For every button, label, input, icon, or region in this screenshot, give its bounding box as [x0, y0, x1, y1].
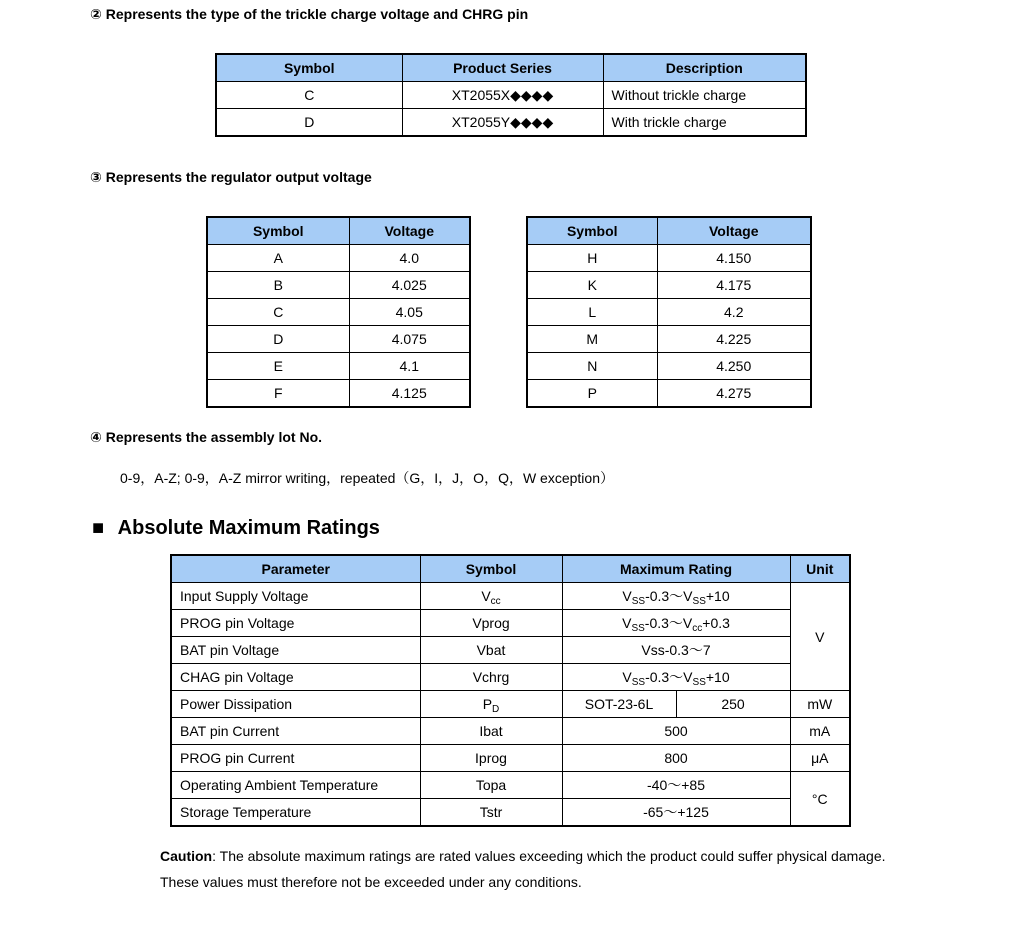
column-header: Voltage [657, 217, 811, 245]
symbol-cell: Vprog [420, 610, 562, 637]
table-row [216, 82, 806, 109]
square-bullet-icon: ■ [92, 517, 105, 539]
voltage-table-left [206, 216, 471, 408]
package-cell: SOT-23-6L [562, 691, 676, 718]
caution-note [160, 843, 1000, 895]
unit-cell-temperature: °C [790, 772, 850, 827]
table-row [207, 299, 470, 326]
table-row [171, 664, 850, 691]
cell: 4.125 [349, 380, 470, 408]
table-row [171, 745, 850, 772]
section2-heading: ② Represents the type of the trickle charge voltage and CHRG pin [90, 6, 529, 22]
cell: XT2055X◆◆◆◆ [402, 82, 603, 109]
parameter-cell: Input Supply Voltage [171, 583, 420, 610]
parameter-cell: Power Dissipation [171, 691, 420, 718]
table-row [207, 326, 470, 353]
symbol-cell: Topa [420, 772, 562, 799]
parameter-cell: PROG pin Voltage [171, 610, 420, 637]
caution-label: Caution [160, 848, 213, 864]
table-row [171, 691, 850, 718]
symbol-cell: $P_D$ [420, 691, 562, 718]
parameter-cell: Storage Temperature [171, 799, 420, 827]
rating-cell: 250 [676, 691, 790, 718]
column-header: Symbol [216, 54, 402, 82]
rating-cell: -65～+125 [562, 799, 790, 827]
cell: 4.025 [349, 272, 470, 299]
ratings-title: ■ Absolute Maximum Ratings [92, 517, 380, 539]
cell: N [527, 353, 657, 380]
symbol-cell: Vbat [420, 637, 562, 664]
cell: C [207, 299, 349, 326]
rating-cell: $V_{SS}-0.3\sim V_{cc}+0.3$ [562, 610, 790, 637]
table-row [171, 637, 850, 664]
table-row [207, 380, 470, 408]
caution-text-2: These values must therefore not be exceeded under any conditions. [160, 874, 582, 890]
cell: B [207, 272, 349, 299]
symbol-cell: Ibat [420, 718, 562, 745]
symbol-cell: $V_{cc}$ [420, 583, 562, 610]
cell: 4.075 [349, 326, 470, 353]
table-row [171, 583, 850, 610]
cell: 4.150 [657, 245, 811, 272]
table-row [171, 718, 850, 745]
cell: D [207, 326, 349, 353]
trickle-type-table [215, 53, 807, 137]
table-row [527, 353, 811, 380]
table-row [171, 799, 850, 827]
cell: H [527, 245, 657, 272]
section4-heading: ④ Represents the assembly lot No. [90, 429, 323, 445]
unit-cell: mW [790, 691, 850, 718]
cell: 4.1 [349, 353, 470, 380]
column-header: Voltage [349, 217, 470, 245]
unit-cell-voltage: V [790, 583, 850, 691]
table-row [171, 610, 850, 637]
cell: L [527, 299, 657, 326]
rating-cell: 500 [562, 718, 790, 745]
table-row [216, 109, 806, 137]
column-header: Symbol [527, 217, 657, 245]
cell: D [216, 109, 402, 137]
table-row [527, 380, 811, 408]
cell: 4.2 [657, 299, 811, 326]
parameter-cell: PROG pin Current [171, 745, 420, 772]
cell: With trickle charge [603, 109, 806, 137]
cell: 4.05 [349, 299, 470, 326]
column-header: Description [603, 54, 806, 82]
lot-number-description: 0-9，A-Z; 0-9，A-Z mirror writing，repeated（G，I，J，O，Q，W exception） [120, 470, 614, 486]
cell: E [207, 353, 349, 380]
parameter-cell: BAT pin Current [171, 718, 420, 745]
cell: P [527, 380, 657, 408]
voltage-table-right [526, 216, 812, 408]
rating-cell: 800 [562, 745, 790, 772]
table-row [171, 772, 850, 799]
unit-cell: mA [790, 718, 850, 745]
cell: A [207, 245, 349, 272]
column-header: Parameter [171, 555, 420, 583]
cell: 4.250 [657, 353, 811, 380]
cell: 4.175 [657, 272, 811, 299]
cell: K [527, 272, 657, 299]
table-row [207, 353, 470, 380]
cell: XT2055Y◆◆◆◆ [402, 109, 603, 137]
rating-cell: Vss-0.3～7 [562, 637, 790, 664]
unit-cell: μA [790, 745, 850, 772]
cell: 4.225 [657, 326, 811, 353]
rating-cell: $V_{SS}-0.3\sim V_{SS}+10$ [562, 664, 790, 691]
cell: Without trickle charge [603, 82, 806, 109]
caution-text: : The absolute maximum ratings are rated values exceeding which the product could suffer physical damage. [212, 848, 886, 864]
symbol-cell: Iprog [420, 745, 562, 772]
rating-cell: $V_{SS}-0.3\sim V_{SS}+10$ [562, 583, 790, 610]
column-header: Symbol [207, 217, 349, 245]
column-header: Product Series [402, 54, 603, 82]
cell: F [207, 380, 349, 408]
parameter-cell: CHAG pin Voltage [171, 664, 420, 691]
column-header: Unit [790, 555, 850, 583]
column-header: Symbol [420, 555, 562, 583]
cell: 4.275 [657, 380, 811, 408]
table-row [207, 272, 470, 299]
symbol-cell: Vchrg [420, 664, 562, 691]
table-row [527, 245, 811, 272]
table-row [527, 326, 811, 353]
cell: C [216, 82, 402, 109]
table-row [527, 299, 811, 326]
table-row [207, 245, 470, 272]
rating-cell: -40～+85 [562, 772, 790, 799]
symbol-cell: Tstr [420, 799, 562, 827]
parameter-cell: Operating Ambient Temperature [171, 772, 420, 799]
table-row [527, 272, 811, 299]
cell: M [527, 326, 657, 353]
column-header: Maximum Rating [562, 555, 790, 583]
section3-heading: ③ Represents the regulator output voltage [90, 169, 372, 185]
parameter-cell: BAT pin Voltage [171, 637, 420, 664]
cell: 4.0 [349, 245, 470, 272]
absolute-max-ratings-table [170, 554, 851, 827]
